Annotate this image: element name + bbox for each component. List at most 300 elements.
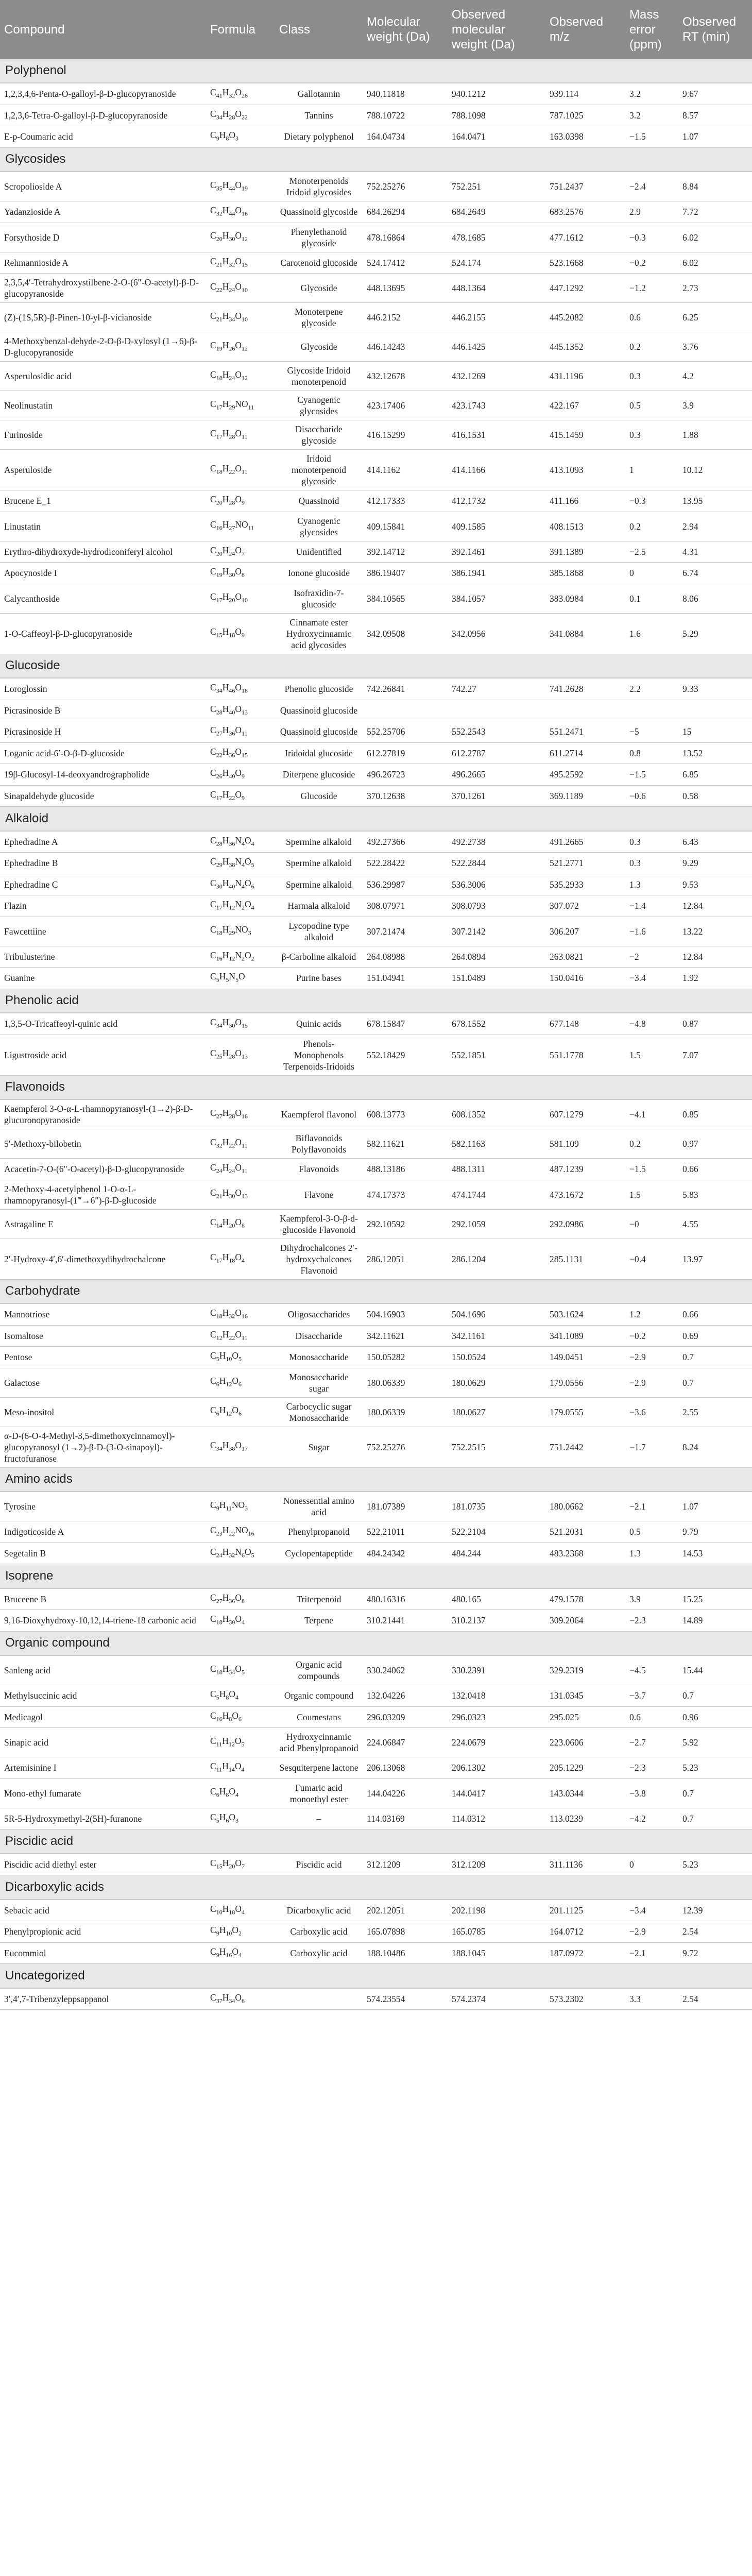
observed-mz-cell: 413.1093 (545, 450, 625, 490)
formula-cell: $C_{16}H_8O_6$ (206, 1706, 275, 1728)
observed-mz-cell: 473.1672 (545, 1180, 625, 1209)
table-row (0, 252, 752, 274)
observed-mz-cell: 751.2437 (545, 172, 625, 201)
section-header-row (0, 989, 752, 1013)
mass-error-cell: −4.1 (625, 1099, 678, 1129)
mass-error-cell: 0.3 (625, 831, 678, 853)
class-cell (275, 1988, 363, 2010)
mass-error-cell: −2.3 (625, 1610, 678, 1632)
observed-mz-cell: 201.1125 (545, 1900, 625, 1921)
observed-mz-cell: 581.109 (545, 1129, 625, 1159)
observed-mz-cell: 292.0986 (545, 1209, 625, 1239)
class-cell: Monoterpene glycoside (275, 303, 363, 332)
class-cell: Disaccharide (275, 1325, 363, 1347)
mass-error-cell: −2.9 (625, 1921, 678, 1943)
table-row (0, 1942, 752, 1964)
observed-rt-cell: 0.7 (678, 1347, 752, 1368)
mass-error-cell: 0.3 (625, 420, 678, 450)
mass-error-cell: −3.8 (625, 1778, 678, 1808)
formula-cell: $C_{19}H_{30}O_8$ (206, 563, 275, 584)
molecular-weight-cell: 416.15299 (363, 420, 448, 450)
observed-molecular-weight-cell: 370.1261 (448, 785, 545, 807)
class-cell: Quassinoid glycoside (275, 201, 363, 223)
table-row (0, 1347, 752, 1368)
observed-molecular-weight-cell: 114.0312 (448, 1808, 545, 1829)
table-row (0, 678, 752, 700)
class-cell: Organic acid compounds (275, 1655, 363, 1685)
compound-cell: Tyrosine (0, 1492, 206, 1521)
compound-cell: Asperuloside (0, 450, 206, 490)
class-cell: Dicarboxylic acid (275, 1900, 363, 1921)
observed-mz-cell: 523.1668 (545, 252, 625, 274)
table-row (0, 1368, 752, 1397)
molecular-weight-cell: 752.25276 (363, 172, 448, 201)
mass-error-cell: −4.5 (625, 1655, 678, 1685)
observed-rt-cell: 9.53 (678, 874, 752, 895)
observed-rt-cell: 4.55 (678, 1209, 752, 1239)
molecular-weight-cell: 310.21441 (363, 1610, 448, 1632)
compound-cell: Calycanthoside (0, 584, 206, 613)
observed-mz-cell: 683.2576 (545, 201, 625, 223)
compound-cell: Fawcettiine (0, 917, 206, 946)
compound-cell: 5′-Methoxy-bilobetin (0, 1129, 206, 1159)
table-row (0, 968, 752, 989)
formula-cell: $C_9H_{10}O_2$ (206, 1921, 275, 1943)
observed-mz-cell: 939.114 (545, 83, 625, 105)
table-row (0, 946, 752, 968)
section-title: Carbohydrate (0, 1279, 752, 1303)
mass-error-cell: 3.2 (625, 105, 678, 126)
class-cell: Phenylethanoid glycoside (275, 223, 363, 252)
header-class: Class (275, 0, 363, 59)
section-header-row (0, 1564, 752, 1588)
observed-molecular-weight-cell: 151.0489 (448, 968, 545, 989)
mass-error-cell: 0.6 (625, 303, 678, 332)
observed-mz-cell: 180.0662 (545, 1492, 625, 1521)
observed-rt-cell: 12.84 (678, 946, 752, 968)
observed-molecular-weight-cell: 409.1585 (448, 512, 545, 541)
compound-cell: Sinapaldehyde glucoside (0, 785, 206, 807)
class-cell: Iridoid monoterpenoid glycoside (275, 450, 363, 490)
table-row (0, 1588, 752, 1610)
mass-error-cell: 0 (625, 563, 678, 584)
observed-mz-cell: 187.0972 (545, 1942, 625, 1964)
molecular-weight-cell: 202.12051 (363, 1900, 448, 1921)
mass-error-cell: −2.1 (625, 1942, 678, 1964)
observed-mz-cell: 164.0712 (545, 1921, 625, 1943)
observed-rt-cell: 1.07 (678, 1492, 752, 1521)
observed-molecular-weight-cell: 446.1425 (448, 332, 545, 362)
observed-mz-cell: 741.2628 (545, 678, 625, 700)
molecular-weight-cell: 165.07898 (363, 1921, 448, 1943)
observed-rt-cell: 3.76 (678, 332, 752, 362)
class-cell: Cyanogenic glycosides (275, 391, 363, 420)
class-cell: Flavonoids (275, 1159, 363, 1180)
observed-molecular-weight-cell: 144.0417 (448, 1778, 545, 1808)
compound-cell: Isomaltose (0, 1325, 206, 1347)
molecular-weight-cell: 307.21474 (363, 917, 448, 946)
class-cell: Terpene (275, 1610, 363, 1632)
compound-cell: Eucommiol (0, 1942, 206, 1964)
compound-cell: 3′,4′,7-Tribenzyleppsappanol (0, 1988, 206, 2010)
molecular-weight-cell: 684.26294 (363, 201, 448, 223)
molecular-weight-cell: 180.06339 (363, 1397, 448, 1427)
header-row (0, 0, 752, 59)
observed-rt-cell: 0.69 (678, 1325, 752, 1347)
observed-rt-cell: 4.31 (678, 541, 752, 563)
formula-cell: $C_{12}H_{22}O_{11}$ (206, 1325, 275, 1347)
mass-error-cell: −0.3 (625, 490, 678, 512)
class-cell: Sesquiterpene lactone (275, 1757, 363, 1779)
table-row (0, 1035, 752, 1075)
observed-rt-cell: 12.84 (678, 895, 752, 917)
formula-cell: $C_{20}H_{24}O_7$ (206, 541, 275, 563)
observed-mz-cell: 113.0239 (545, 1808, 625, 1829)
formula-cell: $C_{17}H_{22}O_9$ (206, 785, 275, 807)
observed-molecular-weight-cell: 474.1744 (448, 1180, 545, 1209)
molecular-weight-cell: 496.26723 (363, 764, 448, 786)
molecular-weight-cell: 446.14243 (363, 332, 448, 362)
molecular-weight-cell: 386.19407 (363, 563, 448, 584)
molecular-weight-cell: 132.04226 (363, 1685, 448, 1707)
class-cell: Monoterpenoids Iridoid glycosides (275, 172, 363, 201)
observed-molecular-weight-cell: 416.1531 (448, 420, 545, 450)
observed-molecular-weight-cell: 292.1059 (448, 1209, 545, 1239)
class-cell: Isofraxidin-7-glucoside (275, 584, 363, 613)
formula-cell: $C_5H_8O_4$ (206, 1685, 275, 1707)
mass-error-cell: −1.2 (625, 274, 678, 303)
observed-mz-cell: 447.1292 (545, 274, 625, 303)
observed-molecular-weight-cell: 752.2515 (448, 1427, 545, 1467)
compound-cell: Indigoticoside A (0, 1521, 206, 1543)
observed-mz-cell: 535.2933 (545, 874, 625, 895)
section-header-row (0, 1829, 752, 1854)
formula-cell: $C_9H_{16}O_4$ (206, 1942, 275, 1964)
compound-cell: Piscidic acid diethyl ester (0, 1854, 206, 1875)
molecular-weight-cell: 292.10592 (363, 1209, 448, 1239)
mass-error-cell: −2.4 (625, 172, 678, 201)
observed-mz-cell: 551.1778 (545, 1035, 625, 1075)
observed-molecular-weight-cell: 132.0418 (448, 1685, 545, 1707)
table-row (0, 831, 752, 853)
observed-rt-cell: 6.25 (678, 303, 752, 332)
observed-rt-cell: 3.9 (678, 391, 752, 420)
formula-cell: $C_{16}H_{12}N_2O_2$ (206, 946, 275, 968)
table-row (0, 391, 752, 420)
class-cell: Carotenoid glucoside (275, 252, 363, 274)
class-cell: Iridoidal glucoside (275, 742, 363, 764)
observed-mz-cell: 431.1196 (545, 362, 625, 391)
mass-error-cell: −0.6 (625, 785, 678, 807)
formula-cell: $C_{17}H_{12}N_2O_4$ (206, 895, 275, 917)
molecular-weight-cell: 474.17373 (363, 1180, 448, 1209)
observed-molecular-weight-cell: 608.1352 (448, 1099, 545, 1129)
compound-cell: Erythro-dihydroxyde-hydrodiconiferyl alcohol (0, 541, 206, 563)
observed-molecular-weight-cell: 684.2649 (448, 201, 545, 223)
table-body (0, 59, 752, 2010)
mass-error-cell: −2.9 (625, 1368, 678, 1397)
observed-molecular-weight-cell: 552.1851 (448, 1035, 545, 1075)
section-header-row (0, 1075, 752, 1099)
observed-rt-cell: 0.58 (678, 785, 752, 807)
observed-mz-cell: 179.0555 (545, 1397, 625, 1427)
mass-error-cell: 1.5 (625, 1035, 678, 1075)
mass-error-cell: −1.7 (625, 1427, 678, 1467)
table-row (0, 1427, 752, 1467)
table-row (0, 1808, 752, 1829)
molecular-weight-cell: 181.07389 (363, 1492, 448, 1521)
table-row (0, 853, 752, 874)
table-row (0, 1610, 752, 1632)
mass-error-cell: 0.3 (625, 853, 678, 874)
molecular-weight-cell: 524.17412 (363, 252, 448, 274)
formula-cell: $C_{17}H_{20}O_{10}$ (206, 584, 275, 613)
mass-error-cell: 2.2 (625, 678, 678, 700)
observed-molecular-weight-cell: 264.0894 (448, 946, 545, 968)
mass-error-cell: −2.9 (625, 1347, 678, 1368)
table-row (0, 1921, 752, 1943)
observed-rt-cell: 1.92 (678, 968, 752, 989)
compound-cell: Scropolioside A (0, 172, 206, 201)
compound-cell: Bruceene B (0, 1588, 206, 1610)
table-row (0, 420, 752, 450)
class-cell: Kaempferol-3-O-β-d-glucoside Flavonoid (275, 1209, 363, 1239)
class-cell: Spermine alkaloid (275, 874, 363, 895)
observed-mz-cell: 445.1352 (545, 332, 625, 362)
table-row (0, 1521, 752, 1543)
observed-mz-cell: 611.2714 (545, 742, 625, 764)
mass-error-cell: 0.5 (625, 1521, 678, 1543)
molecular-weight-cell: 492.27366 (363, 831, 448, 853)
formula-cell: $C_{30}H_{40}N_4O_6$ (206, 874, 275, 895)
table-row (0, 895, 752, 917)
observed-rt-cell: 2.54 (678, 1988, 752, 2010)
mass-error-cell: −3.7 (625, 1685, 678, 1707)
class-cell: Diterpene glucoside (275, 764, 363, 786)
compound-cell: Tribulusterine (0, 946, 206, 968)
formula-cell: $C_{27}H_{28}O_{16}$ (206, 1099, 275, 1129)
molecular-weight-cell: 342.11621 (363, 1325, 448, 1347)
observed-molecular-weight-cell: 206.1302 (448, 1757, 545, 1779)
formula-cell: $C_{24}H_{24}O_{11}$ (206, 1159, 275, 1180)
class-cell: Triterpenoid (275, 1588, 363, 1610)
observed-mz-cell: 495.2592 (545, 764, 625, 786)
compound-cell: 2,3,5,4′-Tetrahydroxystilbene-2-O-(6″-O-acetyl)-β-D-glucopyranoside (0, 274, 206, 303)
class-cell: Glycoside (275, 274, 363, 303)
observed-molecular-weight-cell: 342.0956 (448, 613, 545, 654)
mass-error-cell: −0.3 (625, 223, 678, 252)
formula-cell: $C_{15}H_{20}O_7$ (206, 1854, 275, 1875)
molecular-weight-cell: 940.11818 (363, 83, 448, 105)
class-cell: Quassinoid glucoside (275, 721, 363, 743)
table-row (0, 764, 752, 786)
observed-rt-cell: 6.02 (678, 252, 752, 274)
formula-cell: $C_{29}H_{38}N_4O_5$ (206, 853, 275, 874)
observed-molecular-weight-cell: 312.1209 (448, 1854, 545, 1875)
formula-cell: $C_{32}H_{22}O_{11}$ (206, 1129, 275, 1159)
table-row (0, 1303, 752, 1325)
table-row (0, 1013, 752, 1035)
mass-error-cell: 0.2 (625, 1129, 678, 1159)
observed-mz-cell: 445.2082 (545, 303, 625, 332)
table-row (0, 332, 752, 362)
observed-rt-cell: 0.85 (678, 1099, 752, 1129)
observed-rt-cell: 0.7 (678, 1368, 752, 1397)
molecular-weight-cell: 448.13695 (363, 274, 448, 303)
formula-cell: $C_6H_{12}O_6$ (206, 1368, 275, 1397)
compound-cell: 1-O-Caffeoyl-β-D-glucopyranoside (0, 613, 206, 654)
observed-molecular-weight-cell: 940.1212 (448, 83, 545, 105)
molecular-weight-cell: 522.28422 (363, 853, 448, 874)
class-cell: Carboxylic acid (275, 1921, 363, 1943)
observed-rt-cell: 2.94 (678, 512, 752, 541)
mass-error-cell: −2 (625, 946, 678, 968)
class-cell: Spermine alkaloid (275, 853, 363, 874)
observed-mz-cell: 551.2471 (545, 721, 625, 743)
compound-cell: Loganic acid-6′-O-β-D-glucoside (0, 742, 206, 764)
section-title: Amino acids (0, 1467, 752, 1492)
mass-error-cell: 0.5 (625, 391, 678, 420)
observed-molecular-weight-cell: 180.0629 (448, 1368, 545, 1397)
section-title: Phenolic acid (0, 989, 752, 1013)
mass-error-cell: 1.2 (625, 1303, 678, 1325)
section-header-row (0, 807, 752, 831)
observed-mz-cell: 521.2031 (545, 1521, 625, 1543)
observed-rt-cell: 8.84 (678, 172, 752, 201)
observed-molecular-weight-cell: 286.1204 (448, 1239, 545, 1279)
observed-rt-cell: 2.73 (678, 274, 752, 303)
observed-rt-cell: 13.95 (678, 490, 752, 512)
section-header-row (0, 654, 752, 678)
mass-error-cell: −3.6 (625, 1397, 678, 1427)
observed-rt-cell: 7.07 (678, 1035, 752, 1075)
observed-mz-cell: 573.2302 (545, 1988, 625, 2010)
observed-molecular-weight-cell: 612.2787 (448, 742, 545, 764)
molecular-weight-cell: 446.2152 (363, 303, 448, 332)
compound-cell: Segetalin B (0, 1543, 206, 1564)
molecular-weight-cell: 392.14712 (363, 541, 448, 563)
formula-cell: $C_{21}H_{30}O_{13}$ (206, 1180, 275, 1209)
class-cell: Ionone glucoside (275, 563, 363, 584)
observed-mz-cell: 205.1229 (545, 1757, 625, 1779)
table-row (0, 1099, 752, 1129)
observed-rt-cell: 0.97 (678, 1129, 752, 1159)
molecular-weight-cell: 264.08988 (363, 946, 448, 968)
table-row (0, 1728, 752, 1757)
observed-molecular-weight-cell: 480.165 (448, 1588, 545, 1610)
molecular-weight-cell: 608.13773 (363, 1099, 448, 1129)
mass-error-cell: 0.1 (625, 584, 678, 613)
observed-rt-cell: 5.83 (678, 1180, 752, 1209)
molecular-weight-cell: 296.03209 (363, 1706, 448, 1728)
observed-molecular-weight-cell: 492.2738 (448, 831, 545, 853)
observed-rt-cell: 5.92 (678, 1728, 752, 1757)
section-header-row (0, 1467, 752, 1492)
class-cell: Gallotannin (275, 83, 363, 105)
observed-mz-cell: 487.1239 (545, 1159, 625, 1180)
molecular-weight-cell: 114.03169 (363, 1808, 448, 1829)
formula-cell: $C_5H_{10}O_5$ (206, 1347, 275, 1368)
molecular-weight-cell: 286.12051 (363, 1239, 448, 1279)
observed-mz-cell: 163.0398 (545, 126, 625, 148)
compound-cell: Ephedradine A (0, 831, 206, 853)
table-row (0, 1900, 752, 1921)
section-title: Alkaloid (0, 807, 752, 831)
molecular-weight-cell: 432.12678 (363, 362, 448, 391)
compound-cell: Artemisinine I (0, 1757, 206, 1779)
observed-rt-cell: 1.07 (678, 126, 752, 148)
class-cell: Phenylpropanoid (275, 1521, 363, 1543)
formula-cell: $C_5H_6O_3$ (206, 1808, 275, 1829)
compound-cell: Apocynoside I (0, 563, 206, 584)
header-observed-molecular-weight: Observed molecular weight (Da) (448, 0, 545, 59)
observed-molecular-weight-cell: 574.2374 (448, 1988, 545, 2010)
compound-cell: Acacetin-7-O-(6″-O-acetyl)-β-D-glucopyranoside (0, 1159, 206, 1180)
formula-cell: $C_{11}H_{14}O_4$ (206, 1757, 275, 1779)
table-row (0, 1988, 752, 2010)
molecular-weight-cell (363, 700, 448, 721)
molecular-weight-cell: 330.24062 (363, 1655, 448, 1685)
class-cell: Quassinoid (275, 490, 363, 512)
observed-molecular-weight-cell: 788.1098 (448, 105, 545, 126)
mass-error-cell: 1.3 (625, 874, 678, 895)
observed-molecular-weight-cell: 180.0627 (448, 1397, 545, 1427)
mass-error-cell: −0 (625, 1209, 678, 1239)
formula-cell: $C_{21}H_{34}O_{10}$ (206, 303, 275, 332)
observed-mz-cell: 391.1389 (545, 541, 625, 563)
molecular-weight-cell: 342.09508 (363, 613, 448, 654)
molecular-weight-cell: 188.10486 (363, 1942, 448, 1964)
table-row (0, 1685, 752, 1707)
compound-cell: 9,16-Dioxyhydroxy-10,12,14-triene-18 carbonic acid (0, 1610, 206, 1632)
observed-molecular-weight-cell: 752.251 (448, 172, 545, 201)
class-cell: Glucoside (275, 785, 363, 807)
compound-cell: Loroglossin (0, 678, 206, 700)
molecular-weight-cell: 574.23554 (363, 1988, 448, 2010)
observed-mz-cell: 422.167 (545, 391, 625, 420)
mass-error-cell: 0.3 (625, 362, 678, 391)
molecular-weight-cell: 478.16864 (363, 223, 448, 252)
observed-mz-cell: 341.0884 (545, 613, 625, 654)
formula-cell: $C_{17}H_{29}NO_{11}$ (206, 391, 275, 420)
class-cell: Carbocyclic sugar Monosaccharide (275, 1397, 363, 1427)
compound-cell: Pentose (0, 1347, 206, 1368)
molecular-weight-cell: 504.16903 (363, 1303, 448, 1325)
compound-cell: Neolinustatin (0, 391, 206, 420)
table-row (0, 917, 752, 946)
observed-molecular-weight-cell: 188.1045 (448, 1942, 545, 1964)
observed-mz-cell: 369.1189 (545, 785, 625, 807)
class-cell: Dietary polyphenol (275, 126, 363, 148)
formula-cell: $C_{21}H_{32}O_{15}$ (206, 252, 275, 274)
header-compound: Compound (0, 0, 206, 59)
table-row (0, 1655, 752, 1685)
formula-cell: $C_{32}H_{44}O_{16}$ (206, 201, 275, 223)
observed-rt-cell: 5.23 (678, 1854, 752, 1875)
observed-rt-cell: 9.29 (678, 853, 752, 874)
compound-cell: E-p-Coumaric acid (0, 126, 206, 148)
class-cell: Sugar (275, 1427, 363, 1467)
observed-molecular-weight-cell: 384.1057 (448, 584, 545, 613)
observed-molecular-weight-cell: 308.0793 (448, 895, 545, 917)
table-row (0, 1492, 752, 1521)
observed-rt-cell: 8.06 (678, 584, 752, 613)
table-row (0, 512, 752, 541)
class-cell: Phenols-Monophenols Terpenoids-Iridoids (275, 1035, 363, 1075)
mass-error-cell: −1.5 (625, 764, 678, 786)
observed-rt-cell: 5.29 (678, 613, 752, 654)
mass-error-cell: −3.4 (625, 968, 678, 989)
